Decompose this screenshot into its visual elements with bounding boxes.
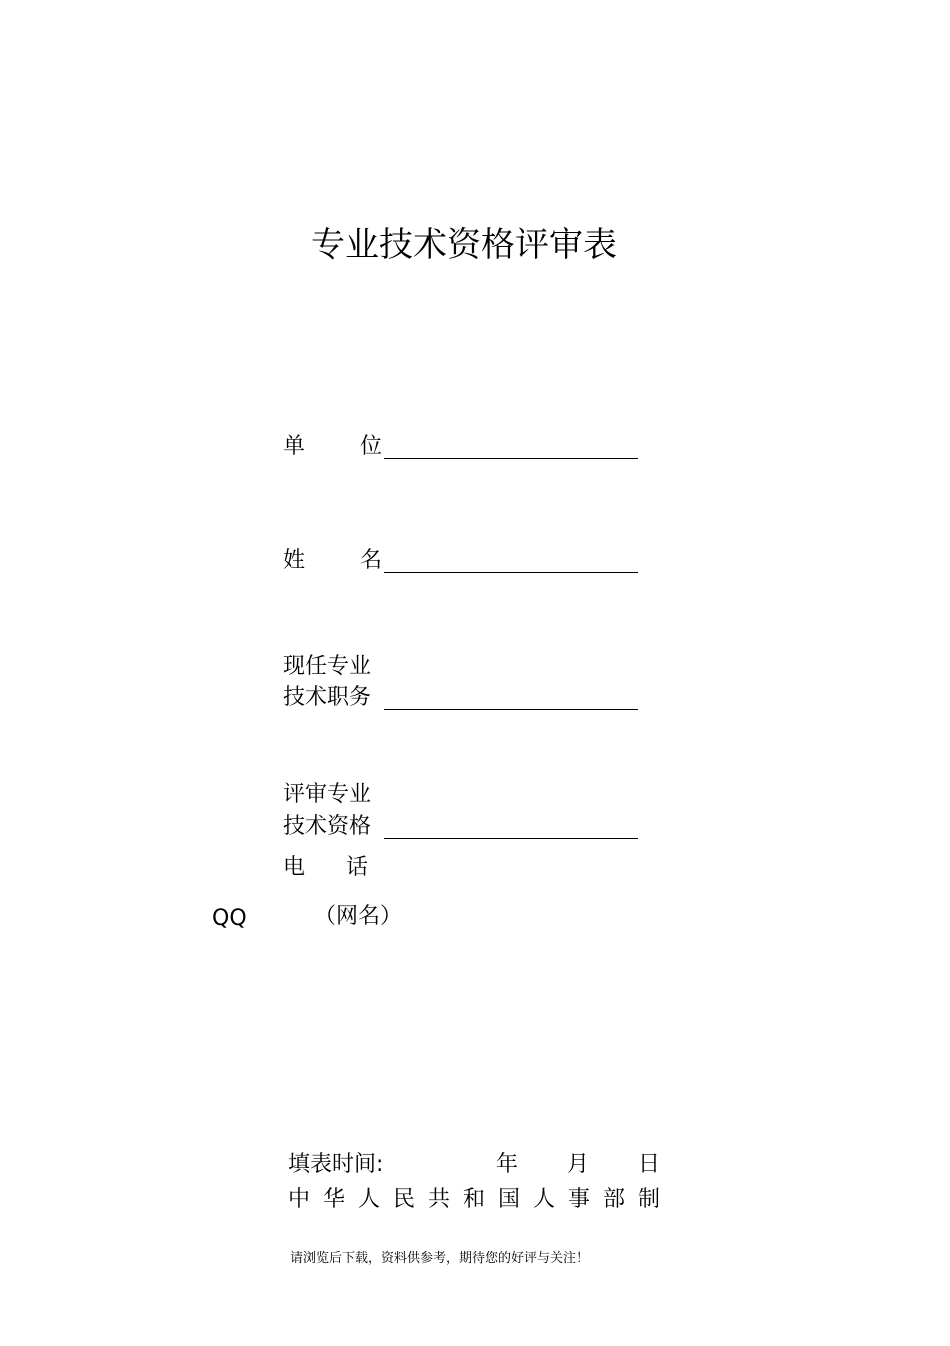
phone-label-char2: 话 — [346, 855, 369, 880]
fill-time-label: 填表时间: — [288, 1152, 384, 1177]
issuer-char: 人 — [358, 1187, 381, 1212]
year-label: 年 — [496, 1152, 519, 1177]
name-label-char2: 名 — [360, 548, 383, 573]
issuer-char: 民 — [393, 1187, 416, 1212]
name-underline[interactable] — [384, 572, 638, 573]
name-label-char1: 姓 — [283, 548, 306, 573]
unit-label-char2: 位 — [360, 434, 383, 459]
unit-label-char1: 单 — [283, 434, 306, 459]
download-note: 请浏览后下载，资料供参考，期待您的好评与关注！ — [290, 1251, 590, 1266]
current-title-label-line1: 现任专业 — [283, 654, 372, 679]
qq-label: QQ — [212, 906, 247, 931]
issuer-char: 国 — [498, 1187, 521, 1212]
unit-underline[interactable] — [384, 458, 638, 459]
issuer-char: 华 — [323, 1187, 346, 1212]
current-title-label-line2: 技术职务 — [283, 685, 372, 710]
issuer-char: 人 — [533, 1187, 556, 1212]
current-title-underline[interactable] — [384, 709, 638, 710]
issuer-char: 和 — [463, 1187, 486, 1212]
document-title: 专业技术资格评审表 — [311, 225, 617, 265]
review-qualification-underline[interactable] — [384, 838, 638, 839]
month-label: 月 — [567, 1152, 590, 1177]
review-qualification-label-line2: 技术资格 — [283, 814, 372, 839]
issuer-char: 事 — [568, 1187, 591, 1212]
review-qualification-label-line1: 评审专业 — [283, 782, 372, 807]
issuer-char: 制 — [638, 1187, 661, 1212]
phone-label-char1: 电 — [283, 855, 306, 880]
day-label: 日 — [638, 1152, 661, 1177]
issuer-char: 中 — [288, 1187, 311, 1212]
issuer-char: 部 — [603, 1187, 626, 1212]
issuer-char: 共 — [428, 1187, 451, 1212]
qq-nickname-label: （网名） — [314, 904, 403, 929]
